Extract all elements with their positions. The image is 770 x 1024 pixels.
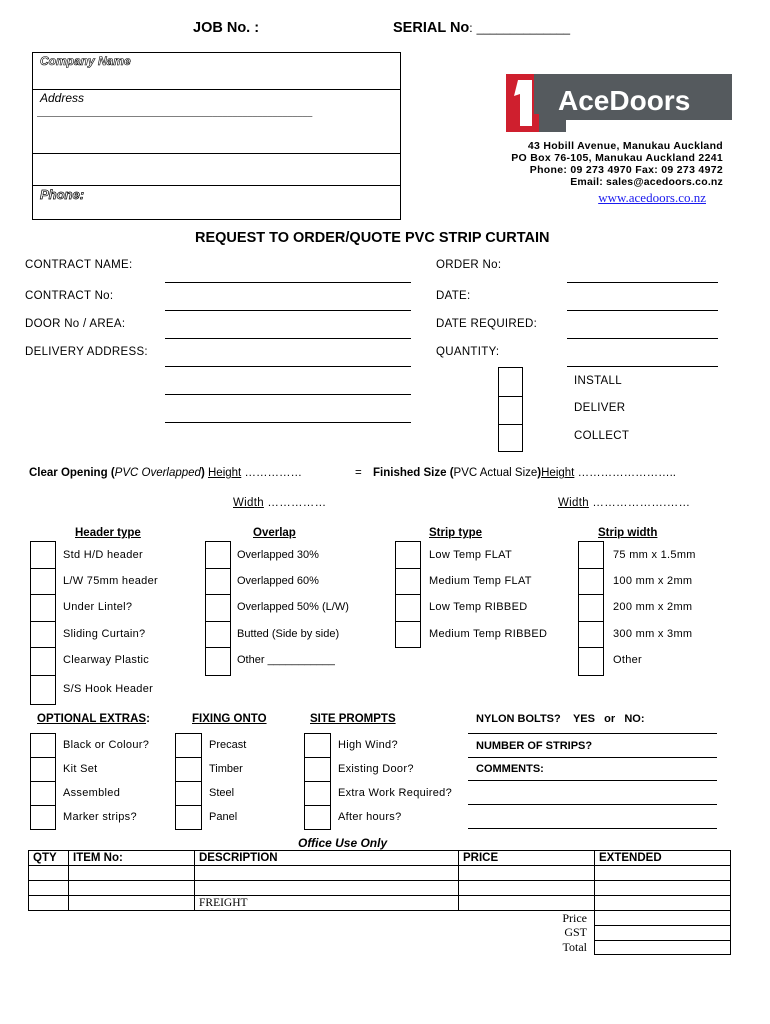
site-prompt-option: High Wind? — [338, 739, 398, 751]
fixing-option: Precast — [209, 739, 247, 751]
strip-width-option: 75 mm x 1.5mm — [613, 549, 696, 561]
strip-type-checkboxes — [395, 541, 421, 648]
delivery-address-input-1[interactable] — [165, 366, 411, 367]
table-cell[interactable] — [459, 866, 595, 881]
strip-width-option: 100 mm x 2mm — [613, 575, 693, 587]
optional-extras-heading: OPTIONAL EXTRAS: — [37, 713, 150, 725]
header-type-heading: Header type — [75, 527, 141, 539]
overlap-heading: Overlap — [253, 527, 296, 539]
header-type-option: Sliding Curtain? — [63, 628, 146, 640]
comments-label: COMMENTS: — [476, 763, 544, 775]
table-cell[interactable] — [69, 866, 195, 881]
extended-header: EXTENDED — [595, 851, 731, 866]
address-label: Address — [40, 91, 85, 105]
finished-size-width: Width ……………….…… — [558, 497, 691, 509]
finished-size-height-row: Finished Size (PVC Actual Size)Height …………………….. — [373, 467, 676, 479]
strip-type-option: Low Temp FLAT — [429, 549, 512, 561]
table-cell[interactable] — [29, 866, 69, 881]
header-type-option: L/W 75mm header — [63, 575, 158, 587]
strip-width-checkboxes — [578, 541, 604, 676]
date-required-label: DATE REQUIRED: — [436, 318, 538, 330]
equals-sign: = — [355, 467, 362, 479]
comments-input-3[interactable] — [468, 828, 717, 829]
header-type-option: S/S Hook Header — [63, 683, 154, 695]
table-cell[interactable] — [195, 881, 459, 896]
comments-input-2[interactable] — [468, 804, 717, 805]
form-title: REQUEST TO ORDER/QUOTE PVC STRIP CURTAIN — [195, 230, 550, 246]
optional-extra-option: Assembled — [63, 787, 121, 799]
header-type-option: Std H/D header — [63, 549, 144, 561]
site-prompt-option: Extra Work Required? — [338, 787, 453, 799]
clear-opening-height-row: Clear Opening (PVC Overlapped) Height …………… — [29, 467, 302, 479]
overlap-option: Overlapped 30% — [237, 549, 319, 561]
header-type-option: Clearway Plastic — [63, 654, 150, 666]
install-checkbox[interactable] — [498, 367, 523, 395]
overlap-checkboxes — [205, 541, 231, 676]
number-of-strips-label: NUMBER OF STRIPS? — [476, 740, 593, 752]
fixing-onto-heading: FIXING ONTO — [192, 713, 267, 725]
site-prompt-option: After hours? — [338, 811, 402, 823]
company-name-label: Company Name — [40, 54, 131, 68]
delivery-address-input-3[interactable] — [165, 422, 411, 423]
fixing-option: Steel — [209, 787, 235, 799]
deliver-checkbox[interactable] — [498, 395, 523, 423]
order-no-input[interactable] — [567, 282, 718, 283]
table-cell[interactable] — [595, 896, 731, 911]
company-email: Email: sales@acedoors.co.nz — [570, 176, 723, 188]
table-cell[interactable] — [595, 881, 731, 896]
collect-label: COLLECT — [574, 430, 630, 442]
contract-no-label: CONTRACT No: — [25, 290, 114, 302]
overlap-option: Other ___________ — [237, 654, 335, 666]
price-total-label: Price — [562, 911, 587, 925]
comments-input-1[interactable] — [468, 780, 717, 781]
logo-wordmark: AceDoors — [558, 85, 691, 116]
table-cell[interactable] — [29, 881, 69, 896]
strip-type-option: Low Temp RIBBED — [429, 601, 528, 613]
fixing-option: Panel — [209, 811, 238, 823]
strip-width-option: 200 mm x 2mm — [613, 601, 693, 613]
site-prompt-option: Existing Door? — [338, 763, 414, 775]
number-of-strips-input[interactable] — [468, 757, 717, 758]
strip-type-option: Medium Temp RIBBED — [429, 628, 548, 640]
strip-type-option: Medium Temp FLAT — [429, 575, 532, 587]
company-address-line1: 43 Hobill Avenue, Manukau Auckland — [527, 140, 723, 152]
acedoors-logo — [506, 74, 732, 132]
door-area-input[interactable] — [165, 338, 411, 339]
deliver-label: DELIVER — [574, 402, 626, 414]
date-label: DATE: — [436, 290, 471, 302]
office-use-table — [28, 850, 731, 911]
collect-checkbox[interactable] — [498, 423, 523, 451]
header-type-option: Under Lintel? — [63, 601, 133, 613]
optional-extra-option: Marker strips? — [63, 811, 137, 823]
header-type-checkboxes — [30, 541, 56, 705]
optional-extra-option: Black or Colour? — [63, 739, 150, 751]
site-prompts-heading: SITE PROMPTS — [310, 713, 396, 725]
table-cell[interactable] — [69, 896, 195, 911]
freight-cell: FREIGHT — [195, 896, 459, 911]
table-cell[interactable] — [459, 881, 595, 896]
table-cell[interactable] — [459, 896, 595, 911]
totals-box[interactable] — [594, 910, 731, 955]
optional-extra-option: Kit Set — [63, 763, 98, 775]
quantity-input[interactable] — [567, 366, 718, 367]
contract-name-label: CONTRACT NAME: — [25, 259, 133, 271]
table-cell[interactable] — [195, 866, 459, 881]
item-no-header: ITEM No: — [69, 851, 195, 866]
door-area-label: DOOR No / AREA: — [25, 318, 126, 330]
serial-no-label: SERIAL No: ______________ — [393, 20, 571, 36]
strip-width-option: 300 mm x 3mm — [613, 628, 693, 640]
order-no-label: ORDER No: — [436, 259, 502, 271]
job-no-label: JOB No. : — [193, 20, 260, 36]
date-required-input[interactable] — [567, 338, 718, 339]
fixing-option: Timber — [209, 763, 243, 775]
company-details-box — [32, 52, 401, 220]
table-cell[interactable] — [69, 881, 195, 896]
contract-no-input[interactable] — [165, 310, 411, 311]
grand-total-label: Total — [562, 940, 587, 954]
phone-label: Phone: — [40, 187, 85, 202]
logo-graphic — [506, 74, 732, 132]
qty-header: QTY — [29, 851, 69, 866]
description-header: DESCRIPTION — [195, 851, 459, 866]
address-blank-line: _______________________________________________________ — [37, 107, 313, 117]
strip-width-heading: Strip width — [598, 527, 658, 539]
gst-total-label: GST — [564, 925, 587, 939]
contract-name-input[interactable] — [165, 282, 411, 283]
date-input[interactable] — [567, 310, 718, 311]
fixing-onto-checkboxes — [175, 733, 202, 830]
install-label: INSTALL — [574, 375, 622, 387]
strip-type-heading: Strip type — [429, 527, 483, 539]
overlap-option: Butted (Side by side) — [237, 628, 340, 640]
office-use-title: Office Use Only — [298, 836, 388, 850]
delivery-address-label: DELIVERY ADDRESS: — [25, 346, 148, 358]
overlap-option: Overlapped 50% (L/W) — [237, 601, 349, 613]
delivery-address-input-2[interactable] — [165, 394, 411, 395]
strip-width-option: Other — [613, 654, 643, 666]
quantity-label: QUANTITY: — [436, 346, 500, 358]
optional-extras-checkboxes — [30, 733, 56, 830]
price-header: PRICE — [459, 851, 595, 866]
company-phone-fax: Phone: 09 273 4970 Fax: 09 273 4972 — [529, 164, 723, 176]
table-cell[interactable] — [29, 896, 69, 911]
company-address-line2: PO Box 76-105, Manukau Auckland 2241 — [511, 152, 723, 164]
site-prompts-checkboxes — [304, 733, 331, 830]
clear-opening-width: Width …………… — [233, 497, 327, 509]
table-cell[interactable] — [595, 866, 731, 881]
nylon-bolts-label: NYLON BOLTS? YES or NO: — [476, 713, 645, 725]
company-website-link[interactable]: www.acedoors.co.nz — [598, 190, 706, 205]
overlap-option: Overlapped 60% — [237, 575, 319, 587]
